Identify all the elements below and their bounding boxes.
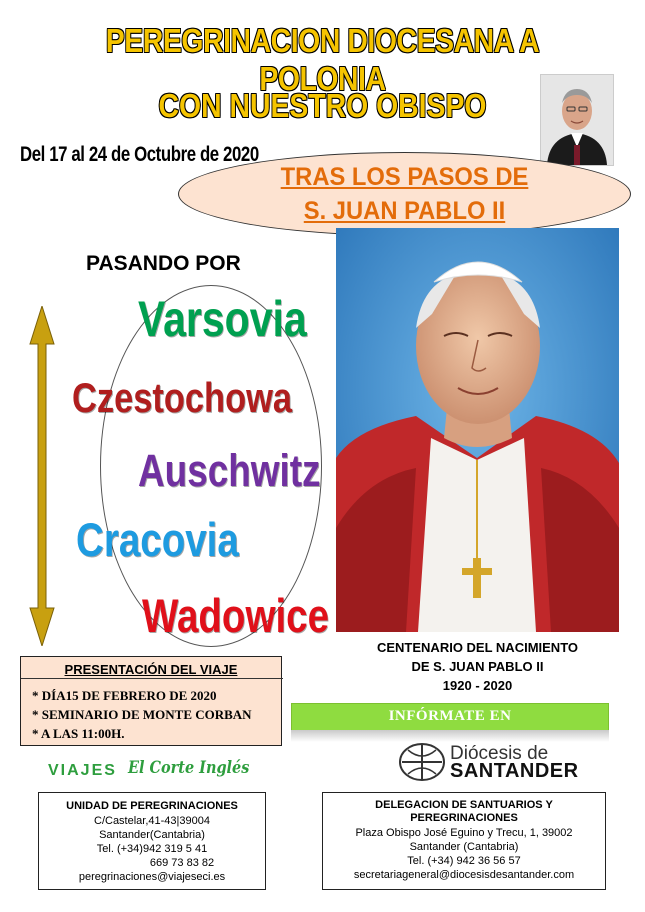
route-arrow <box>28 306 56 651</box>
info-bar-shadow <box>291 730 609 742</box>
presentation-item: * DÍA15 DE FEBRERO DE 2020 <box>32 688 217 703</box>
main-title-line2: CON NUESTRO OBISPO <box>158 87 487 124</box>
contact-left-city: Santander(Cantabria) <box>99 829 205 841</box>
contact-right-city: Santander (Cantabria) <box>409 841 519 853</box>
diocese-logo-line2: SANTANDER <box>450 760 579 782</box>
presentation-item-place: SEMINARIO DE MONTE CORBAN <box>41 707 252 722</box>
contact-left-title: UNIDAD DE PEREGRINACIONES <box>66 800 238 812</box>
presentation-item: * A LAS 11:00H. <box>32 726 125 741</box>
presentation-item-date: DÍA15 DE FEBRERO DE 2020 <box>41 688 217 703</box>
presentation-title: PRESENTACIÓN DEL VIAJE <box>64 662 238 677</box>
contact-right-phone: Tel. (+34) 942 36 56 57 <box>407 855 521 867</box>
contact-box-right <box>322 792 606 890</box>
city-cracovia: Cracovia <box>76 513 239 566</box>
contact-right-email[interactable]: secretariageneral@diocesisdesantander.com <box>353 869 575 881</box>
centenary-text <box>336 638 619 695</box>
contact-right-title2: PEREGRINACIONES <box>410 812 518 824</box>
theme-line2: S. JUAN PABLO II <box>303 197 506 225</box>
contact-left-phone2: 669 73 83 82 <box>149 857 215 869</box>
city-varsovia: Varsovia <box>138 291 307 347</box>
theme-line1: TRAS LOS PASOS DE <box>280 163 529 191</box>
city-czestochowa: Czestochowa <box>72 374 293 421</box>
city-auschwitz: Auschwitz <box>138 445 321 496</box>
centenary-years: 1920 - 2020 <box>442 678 513 693</box>
contact-right-address: Plaza Obispo José Eguino y Trecu, 1, 39002 <box>355 827 573 839</box>
centenary-line2: DE S. JUAN PABLO II <box>411 659 544 674</box>
info-bar-label: INFÓRMATE EN <box>388 708 512 724</box>
trip-dates: Del 17 al 24 de Octubre de 2020 <box>20 143 259 166</box>
presentation-divider <box>21 678 283 679</box>
agency-logo-brand: El Corte Inglés <box>128 758 250 778</box>
contact-left-address: C/Castelar,41-43|39004 <box>94 815 210 827</box>
city-wadowice: Wadowice <box>142 589 330 642</box>
diocese-logo-line1: Diócesis de <box>450 743 549 764</box>
bishop-photo <box>540 74 614 166</box>
contact-box-left <box>38 792 266 890</box>
contact-left-phone: Tel. (+34)942 319 5 41 <box>96 843 208 855</box>
pope-portrait <box>336 228 619 632</box>
diocese-emblem-icon <box>398 742 446 787</box>
presentation-item: * SEMINARIO DE MONTE CORBAN <box>32 707 252 722</box>
presentation-item-time: A LAS 11:00H. <box>41 726 125 741</box>
contact-right-title1: DELEGACION DE SANTUARIOS Y <box>375 799 553 811</box>
agency-logo-word: VIAJES <box>48 762 117 779</box>
contact-left-email[interactable]: peregrinaciones@viajeseci.es <box>78 871 226 883</box>
main-title-line1: PEREGRINACION DIOCESANA A POLONIA <box>105 22 540 97</box>
route-heading: PASANDO POR <box>86 252 241 275</box>
centenary-line1: CENTENARIO DEL NACIMIENTO <box>376 640 579 655</box>
